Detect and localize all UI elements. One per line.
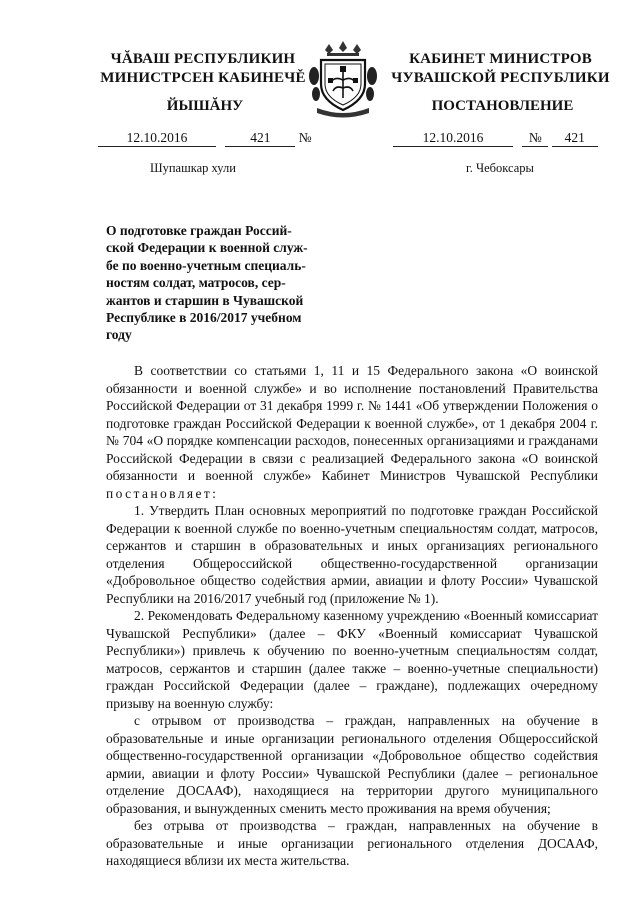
right-date: 12.10.2016 bbox=[393, 130, 513, 147]
header-left-line1: ЧĂВАШ РЕСПУБЛИКИН bbox=[110, 51, 296, 67]
right-date-number-row bbox=[393, 130, 618, 147]
document-title bbox=[106, 222, 317, 344]
title-line: Республике в 2016/2017 учебном bbox=[106, 310, 302, 326]
title-line: бе по военно-учетным специаль- bbox=[106, 257, 306, 273]
left-city: Шупашкар хули bbox=[150, 161, 236, 175]
decree-word: постановляет: bbox=[106, 485, 219, 501]
left-date-number-row bbox=[98, 130, 323, 147]
body-paragraph-item-2: 2. Рекомендовать Федеральному казенному учреждению «Военный комиссариат Чувашской Республики» (далее – ФКУ «Военный комиссариат Чувашской Республики») привлечь к обучению по военно-учетным специальностям солдат, матросов, сержантов и старшин (далее также – военно-учетные специальности) граждан Российской Федерации (далее – граждане), подлежащих очередному призыву на военную службу: bbox=[106, 608, 598, 711]
left-number: 421 bbox=[225, 130, 295, 147]
header-left-line2: МИНИСТРСЕН КАБИНЕЧĚ bbox=[100, 70, 306, 86]
title-line: О подготовке граждан Россий- bbox=[106, 223, 292, 238]
title-line: году bbox=[106, 327, 132, 343]
title-line: жантов и старшин в Чувашской bbox=[106, 292, 304, 308]
right-number-sign: № bbox=[522, 130, 548, 147]
header-right bbox=[388, 50, 613, 88]
document-body bbox=[106, 362, 598, 870]
right-doc-type: ПОСТАНОВЛЕНИЕ bbox=[431, 98, 574, 114]
title-line: ской Федерации к военной служ- bbox=[106, 240, 308, 256]
body-paragraph-without-leave: без отрыва от производства – граждан, направленных на обучение в образовательные и иные организации регионального отделения ДОСААФ, находящиеся вблизи их места жительства. bbox=[106, 818, 598, 868]
left-number-sign: № bbox=[298, 130, 312, 145]
header-right-line2: ЧУВАШСКОЙ РЕСПУБЛИКИ bbox=[391, 70, 610, 86]
left-doc-type: ЙЫШĂНУ bbox=[166, 98, 244, 114]
left-date: 12.10.2016 bbox=[98, 130, 216, 147]
coat-of-arms-emblem bbox=[303, 38, 383, 118]
header-left bbox=[88, 50, 318, 88]
right-number: 421 bbox=[552, 130, 598, 147]
body-paragraph-preamble bbox=[106, 362, 598, 502]
preamble-text: В соответствии со статьями 1, 11 и 15 Федерального закона «О воинской обязанности и военной службе» и во исполнение постановлений Правительства Российской Федерации от 31 декабря 1999 г. № 1441 «Об утверждении Положения о подготовке граждан Российской Федерации к военной службе», от 1 декабря 2004 г. № 704 «О порядке компенсации расходов, понесенных организациями и гражданами Российской Федерации в связи с реализацией Федерального закона «О воинской обязанности и военной службе» Кабинет Министров Чувашской Республики bbox=[106, 363, 598, 483]
body-paragraph-item-1: 1. Утвердить План основных мероприятий по подготовке граждан Российской Федерации к военной службе по военно-учетным специальностям солдат, матросов, сержантов и старшин в образовательных и иных организациях регионального отделения Общероссийской общественно-государственной организации «Добровольное общество содействия армии, авиации и флоту России» Чувашской Республики на 2016/2017 учебный год (приложение № 1). bbox=[106, 503, 598, 606]
title-line: ностям солдат, матросов, сер- bbox=[106, 275, 286, 291]
coat-of-arms-icon bbox=[303, 38, 383, 118]
header-right-line1: КАБИНЕТ МИНИСТРОВ bbox=[409, 51, 592, 67]
right-city: г. Чебоксары bbox=[466, 161, 534, 175]
body-paragraph-with-leave: с отрывом от производства – граждан, направленных на обучение в образовательные и иные организации регионального отделения Общероссийской общественно-государственной организации «Добровольное общество содействия армии, авиации и флоту России» Чувашской Республики (далее – региональное отделение ДОСААФ), находящиеся на территории другого муниципального образования, и вынужденных сменить место проживания на время обучения; bbox=[106, 713, 598, 816]
